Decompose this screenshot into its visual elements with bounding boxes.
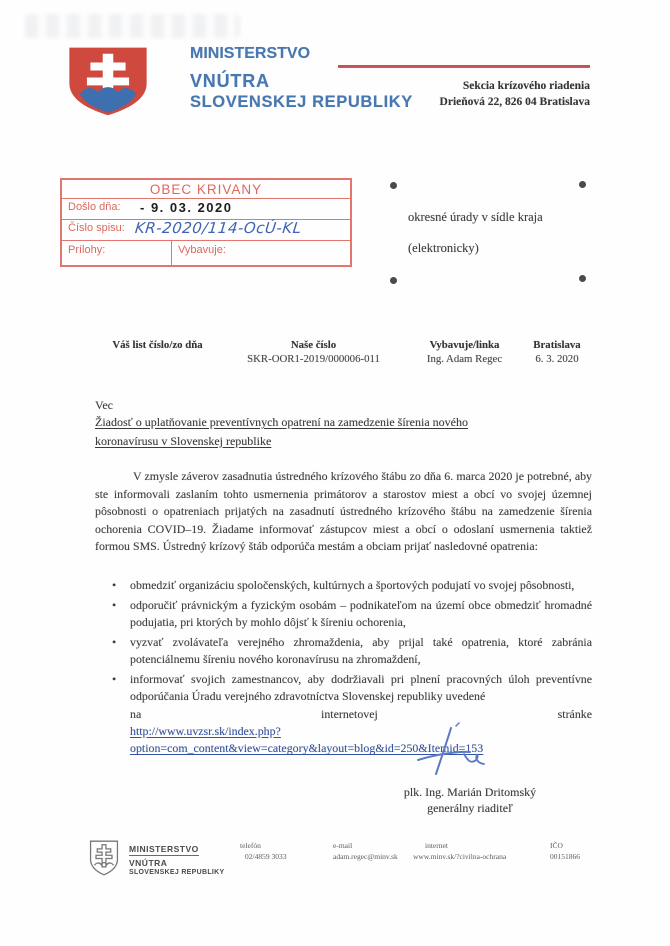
body-paragraph: V zmysle záverov zasadnutia ústredného krízového štábu zo dňa 6. marca 2020 je potrebné, aby ste informovali zaslaním tohto usmernenia primátorov a starostov miest a obcí vo svojej územnej pôsobnosti o opatreniach prijatých na zasadnutí ústredného krízového štábu na zamedzenie šírenia ochorenia COVID–19. Žiadame informovať zástupcov miest a obcí o odoslaní usmernenia taktiež formou SMS. Ústredný krízový štáb odporúča mestám a obciam prijať nasledovné opatrenia: (95, 469, 592, 554)
measures-list (95, 577, 592, 760)
address-window-dot (579, 181, 586, 188)
header-rule (338, 65, 590, 68)
stamp-received-date: - 9. 03. 2020 (140, 200, 233, 215)
handwritten-signature (404, 722, 499, 784)
stamp-file-number-handwritten: KR-2020/114-OcÚ-KL (134, 219, 303, 237)
footer-ministry-line1: MINISTERSTVO (129, 844, 199, 854)
signatory-name: plk. Ing. Marián Dritomský (403, 785, 537, 799)
list-item (95, 671, 592, 757)
stamp-handled-by-label: Vybavuje: (178, 244, 226, 256)
stamp-received-row (62, 199, 350, 220)
ref-place-date: Bratislava 6. 3. 2020 (533, 339, 581, 365)
justified-spread-line: na internetovej stránke (130, 706, 592, 721)
stamp-received-label: Došlo dňa: (68, 201, 121, 213)
address-window-dot (579, 275, 586, 282)
stamp-file-number-label: Číslo spisu: (68, 222, 125, 234)
footer-coat-of-arms-icon (88, 837, 120, 879)
subject-label: Vec (95, 398, 113, 412)
signatory-title: generálny riaditeľ (427, 801, 513, 815)
department-address: Drieňová 22, 826 04 Bratislava (439, 95, 590, 108)
list-item: • odporučiť právnickým a fyzickým osobám – podnikateľom na území obce obmedziť hromadné podujatia, pri ktorých by mohlo dôjsť k šíreniu ochorenia, (95, 597, 592, 632)
footer-ico: IČO 00151866 (550, 841, 580, 861)
reference-row (95, 339, 592, 366)
subject-text (95, 413, 595, 450)
department-address-block (350, 79, 590, 110)
list-item: • obmedziť organizáciu spoločenských, kultúrnych a športových podujatí vo svojej pôsobnosti, (95, 577, 592, 594)
department-name: Sekcia krízového riadenia (462, 80, 590, 92)
ministry-name-line1: MINISTERSTVO (190, 45, 311, 62)
ministry-name-line2: VNÚTRA (190, 71, 270, 91)
ref-your-letter: Váš list číslo/zo dňa (112, 339, 203, 351)
slovak-coat-of-arms-icon (63, 45, 153, 117)
uvzsr-hyperlink[interactable]: http://www.uvzsr.sk/index.php?option=com_content&view=category&layout=blog&id=250&Itemid=153 (130, 723, 484, 756)
subject-line1: Žiadosť o uplatňovanie preventívnych opatrení na zamedzenie šírenia nového (95, 415, 468, 429)
footer-ministry-line3: SLOVENSKEJ REPUBLIKY (129, 869, 225, 876)
footer-ministry-line2: VNÚTRA (129, 858, 168, 868)
address-window-dot (390, 277, 397, 284)
stamp-municipality: OBEC KRIVANY (62, 180, 350, 199)
list-item: • vyzvať zvolávateľa verejného zhromaždenia, aby prijal také opatrenia, ktoré zabránia potenciálnemu šíreniu nového koronavírusu na zhromaždení, (95, 634, 592, 669)
list-item-text: informovať svojich zamestnancov, aby dodržiavali pri plnení pracovných úloh preventívne odporúčania Úradu verejného zdravotníctva Slovenskej republiky uvedené (130, 671, 592, 704)
scan-bleed-artifact (25, 14, 240, 38)
footer-email: e-mail adam.regec@minv.sk (333, 841, 398, 861)
received-stamp (60, 178, 352, 267)
footer-phone: telefón 02/4859 3033 (240, 841, 287, 861)
footer-internet: internet www.minv.sk/?civilna-ochrana (413, 841, 507, 861)
stamp-bottom-row (62, 241, 350, 265)
ref-our-number: Naše číslo SKR-OOR1-2019/000006-011 (247, 339, 380, 365)
address-window-dot (390, 182, 397, 189)
footer-ministry-block (129, 839, 224, 876)
ministry-name-line3: SLOVENSKEJ REPUBLIKY (190, 93, 413, 111)
subject-line2: koronavírusu v Slovenskej republike (95, 433, 272, 448)
stamp-file-number-row (62, 220, 350, 241)
ref-handled-by: Vybavuje/linka Ing. Adam Regec (426, 339, 503, 365)
stamp-attachments-label: Prílohy: (62, 241, 172, 265)
recipient-line1: okresné úrady v sídle kraja (408, 210, 543, 224)
recipient-line2: (elektronicky) (408, 241, 479, 255)
